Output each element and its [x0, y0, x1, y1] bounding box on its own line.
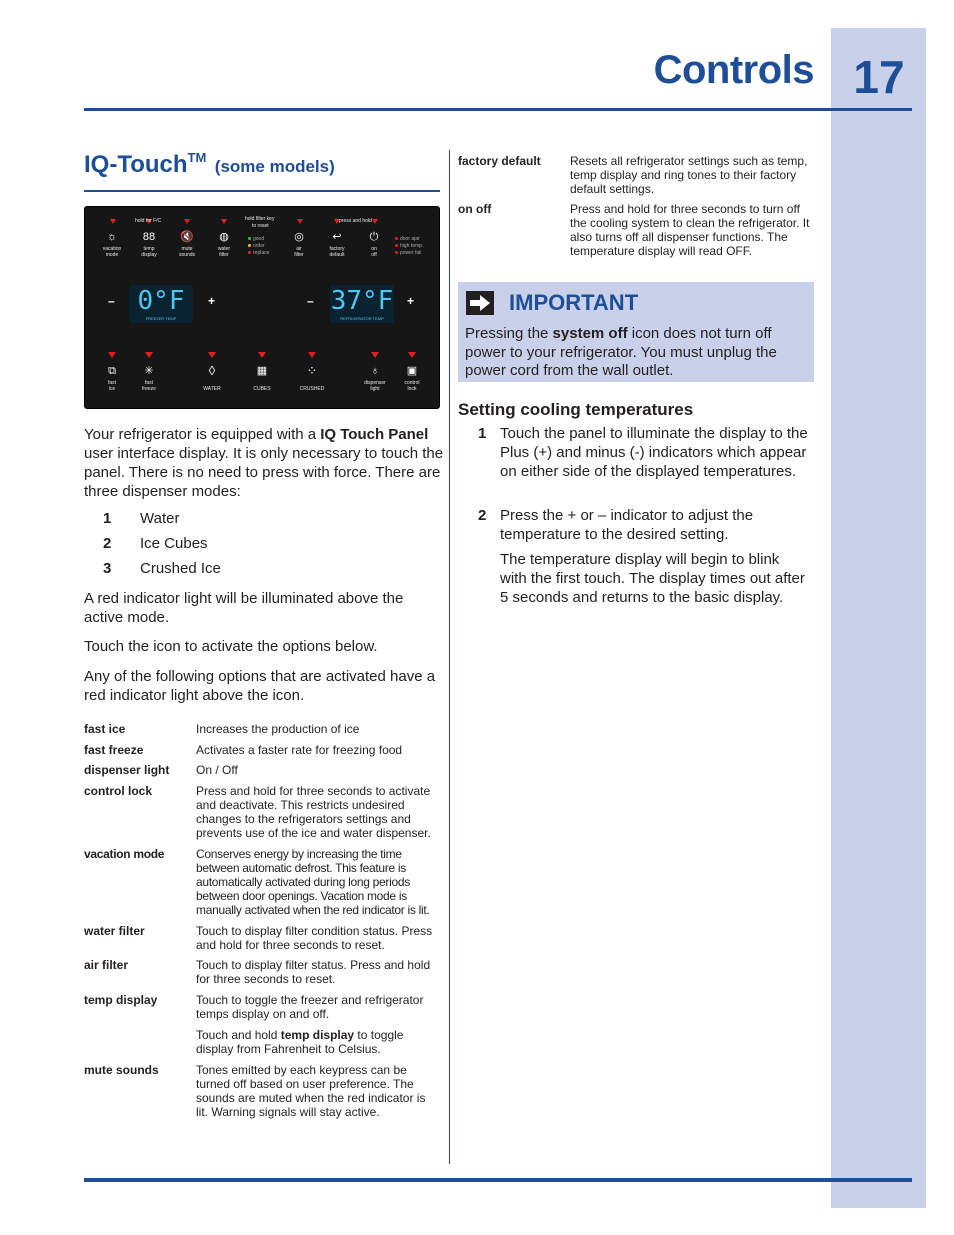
side-band	[831, 28, 926, 1208]
temp-display-icon[interactable]: 88	[142, 231, 156, 243]
indicator-light	[297, 219, 303, 224]
water-drop-icon[interactable]: ◊	[208, 363, 216, 378]
indicator-light	[208, 352, 216, 358]
dispenser-modes-list	[84, 510, 424, 585]
factory-default-icon[interactable]: ↩	[332, 231, 342, 243]
air-filter-icon[interactable]: ◎	[294, 231, 304, 243]
trademark: TM	[187, 150, 207, 165]
temp-display-label: temp display	[141, 246, 157, 258]
crushed-ice-icon[interactable]: ⁘	[306, 363, 318, 378]
page-title: Controls	[653, 48, 814, 92]
water-label: WATER	[203, 386, 221, 392]
indicator-light	[145, 352, 153, 358]
mute-icon[interactable]: 🔇	[180, 231, 194, 243]
sun-icon[interactable]: ☼	[106, 231, 118, 243]
list-item: 2 Ice Cubes	[103, 535, 208, 552]
indicator-light	[371, 352, 379, 358]
to-reset-label: to reset	[252, 223, 269, 229]
intro-paragraph: Your refrigerator is equipped with a IQ Touch Panel user interface display. It is only necessary to touch the panel. There is no need to press with force. There are three dispenser modes:	[84, 426, 444, 500]
control-lock-label: control lock	[404, 380, 420, 392]
important-title: IMPORTANT	[509, 290, 639, 315]
fridge-display	[330, 285, 394, 323]
fast-ice-icon[interactable]: ⧉	[108, 365, 116, 377]
alert-list: door ajar high temp power fail	[395, 236, 422, 257]
section-title-main: IQ-Touch	[84, 151, 188, 178]
vacation-mode-label: vacation mode	[102, 246, 122, 258]
section-rule	[84, 190, 440, 192]
important-box	[458, 282, 814, 382]
options-paragraph: Any of the following options that are activated have a red indicator light above the icon.	[84, 668, 436, 704]
on-off-label: on off	[371, 246, 377, 258]
freezer-minus-button[interactable]: –	[108, 294, 115, 308]
top-rule	[84, 108, 912, 111]
hold-filter-label: hold filter key	[245, 216, 275, 222]
cubes-icon[interactable]: ▦	[256, 365, 268, 377]
arrow-right-icon	[466, 291, 494, 315]
section-subtitle: (some models)	[214, 157, 335, 176]
fridge-minus-button[interactable]: –	[307, 294, 314, 308]
cubes-label: CUBES	[253, 386, 271, 392]
section-title	[84, 150, 335, 179]
indicator-light	[110, 219, 116, 224]
light-bulb-icon[interactable]: ♁	[370, 365, 380, 377]
indicator-light	[258, 352, 266, 358]
indicator-light	[108, 352, 116, 358]
air-filter-label: air filter	[294, 246, 304, 258]
column-divider	[449, 150, 450, 1164]
water-filter-icon[interactable]: ◍	[219, 231, 229, 243]
cooling-heading: Setting cooling temperatures	[458, 400, 694, 419]
page-number: 17	[853, 51, 905, 103]
freezer-display	[129, 285, 193, 323]
indicator-light	[372, 219, 378, 224]
lock-icon[interactable]: ▣	[406, 365, 418, 377]
mute-sounds-label: mute sounds	[178, 246, 196, 258]
important-text: Pressing the system off icon does not turn off power to your refrigerator. You must unplug the power cord from the wall outlet.	[465, 325, 777, 379]
filter-status-list: good order replace	[248, 236, 269, 257]
indicator-light	[184, 219, 190, 224]
fast-ice-label: fast ice	[107, 380, 117, 392]
iq-touch-panel	[84, 206, 440, 409]
indicator-light	[408, 352, 416, 358]
snowflake-icon[interactable]: ✳	[144, 365, 154, 377]
bottom-rule	[84, 1178, 912, 1182]
fridge-temp-caption: REFRIGERATOR TEMP	[340, 316, 384, 321]
crushed-label: CRUSHED	[299, 386, 325, 392]
touch-paragraph: Touch the icon to activate the options below.	[84, 638, 378, 655]
water-filter-label: water filter	[217, 246, 231, 258]
indicator-paragraph: A red indicator light will be illuminated above the active mode.	[84, 590, 404, 626]
press-hold-label: press and hold	[339, 218, 372, 224]
factory-default-label: factory default	[329, 246, 345, 258]
dispenser-light-label: dispenser light	[364, 380, 386, 392]
freezer-temp-caption: FREEZER TEMP	[145, 316, 177, 321]
fridge-temp-value: 37°F	[330, 286, 394, 316]
power-icon[interactable]: ⏻	[369, 231, 379, 243]
list-item: 3 Crushed Ice	[103, 560, 221, 577]
fridge-plus-button[interactable]: +	[407, 294, 415, 308]
fast-freeze-label: fast freeze	[142, 380, 156, 392]
indicator-light	[221, 219, 227, 224]
list-item: 1 Water	[103, 510, 180, 527]
indicator-light	[308, 352, 316, 358]
freezer-plus-button[interactable]: +	[208, 294, 216, 308]
hold-fc-label: hold for F/C	[135, 218, 162, 224]
freezer-temp-value: 0°F	[137, 286, 185, 316]
